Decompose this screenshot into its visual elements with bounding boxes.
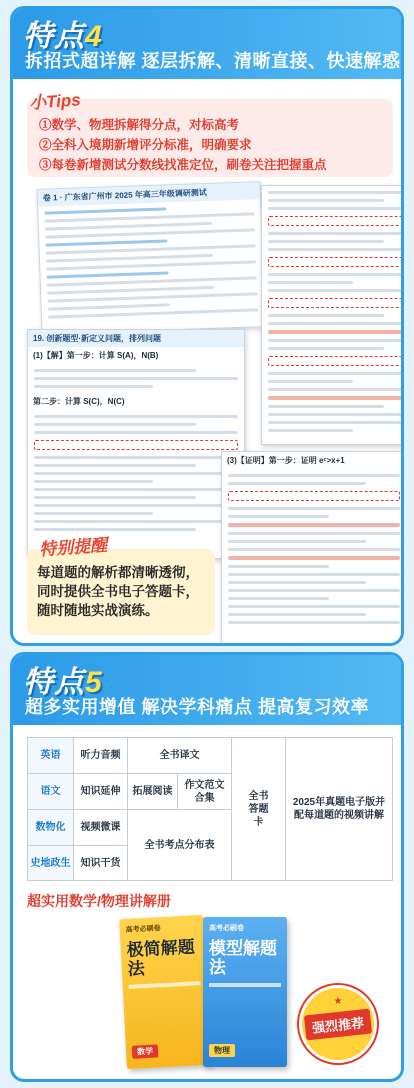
resource-table — [27, 737, 393, 881]
feature-4-panel — [10, 6, 404, 646]
subject-english: 英语 — [28, 738, 74, 774]
exam-title: 卷 1 · 广东省广州市 2025 年高三年级调研测试 — [38, 182, 260, 207]
subject-chinese: 语文 — [28, 774, 74, 810]
tip-item: ③每卷新增测试分数线找准定位，刷卷关注把握重点 — [39, 158, 327, 172]
book-cover-math — [119, 915, 211, 1069]
question-title: 19. 创新题型·新定义问题，排列问题 — [28, 330, 244, 347]
feature-number: 4 — [85, 20, 103, 53]
book-cover-physics — [203, 917, 287, 1067]
book-subject-label: 数学 — [132, 1044, 159, 1058]
resource-listening-audio: 听力音频 — [74, 738, 128, 774]
feature-5-panel — [10, 652, 404, 1082]
feature-4-subtitle: 拆招式超详解 逐层拆解、清晰直接、快速解惑 — [25, 51, 401, 71]
exam-page-preview — [37, 181, 266, 335]
book-name: 模型解题法 — [209, 939, 277, 977]
resource-topic-distribution: 全书考点分布表 — [128, 810, 232, 881]
resource-knowledge-extension: 知识延伸 — [74, 774, 128, 810]
special-note-tag: 特别提醒 — [38, 535, 108, 560]
step-two-label: 第二步：计算 S(C)，N(C) — [28, 393, 244, 410]
star-icon: ★ — [333, 996, 343, 1007]
book-brand: 高考必刷卷 — [125, 925, 161, 934]
book-name: 极简解题法 — [126, 937, 196, 979]
math-booklet-heading: 超实用数学/物理讲解册 — [27, 893, 171, 909]
book-brand: 高考必刷卷 — [209, 925, 244, 932]
proof-page-preview — [221, 451, 404, 646]
feature-4-header — [13, 9, 401, 79]
resource-essay-samples: 作文范文合集 — [178, 774, 232, 810]
special-note-text: 每道题的解析都清晰透彻，同时提供全书电子答题卡，随时随地实战演练。 — [37, 565, 199, 618]
feature-5-subtitle: 超多实用增值 解决学科痛点 提高复习效率 — [25, 697, 370, 717]
resource-video-lessons: 视频微课 — [74, 810, 128, 846]
feature-label: 特点 — [23, 20, 85, 53]
tip-item: ①数学、物理拆解得分点，对标高考 — [39, 118, 240, 132]
book-subject-label: 物理 — [209, 1044, 235, 1057]
step-one-label: (1)【解】第一步：计算 S(A)，N(B) — [28, 347, 244, 364]
resource-answer-card: 全书答题卡 — [232, 738, 286, 881]
tips-tag: 小Tips — [28, 90, 82, 113]
tips-box — [27, 99, 393, 177]
resource-2025-video: 2025年真题电子版并配每道题的视频讲解 — [286, 738, 392, 881]
solution-page-preview — [261, 185, 404, 445]
subject-hist-geo-pol-bio: 史地政生 — [28, 846, 74, 881]
resource-full-translation: 全书译文 — [128, 738, 232, 774]
special-note-box — [27, 549, 215, 635]
proof-title: (3)【证明】第一步：证明 eᶜ>x+1 — [222, 452, 404, 469]
recommend-badge — [299, 985, 377, 1063]
resource-extended-reading: 拓展阅读 — [128, 774, 178, 810]
feature-number: 5 — [85, 666, 103, 699]
feature-5-header — [13, 655, 401, 725]
subject-math-physics-chem: 数物化 — [28, 810, 74, 846]
recommend-badge-text: 强烈推荐 — [304, 1008, 372, 1040]
tip-item: ②全科入境期新增评分标准，明确要求 — [39, 138, 252, 152]
step-solution-preview — [27, 329, 245, 559]
feature-label: 特点 — [23, 666, 85, 699]
resource-knowledge-notes: 知识干货 — [74, 846, 128, 881]
